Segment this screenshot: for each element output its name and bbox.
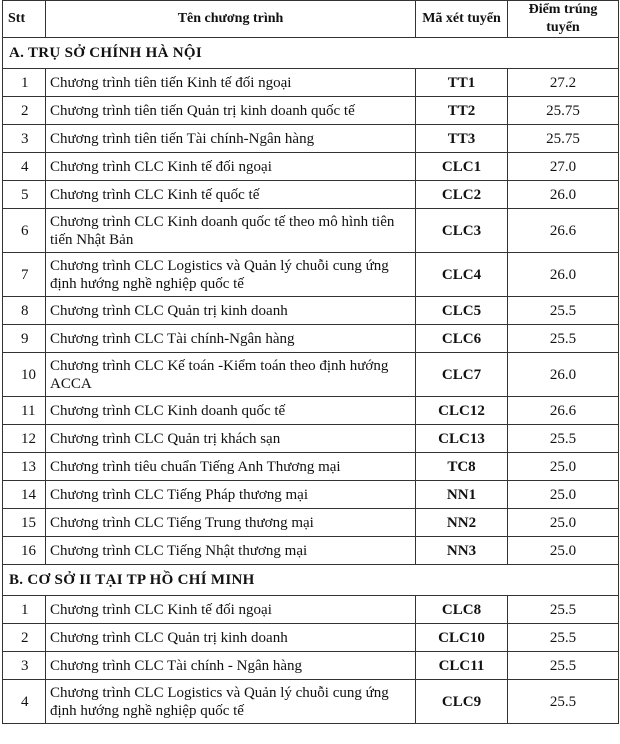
row-program-name: Chương trình CLC Tài chính - Ngân hàng <box>46 652 416 680</box>
row-admission-code: TC8 <box>416 453 508 481</box>
row-admission-code: TT1 <box>416 69 508 97</box>
row-admission-score: 25.75 <box>508 97 619 125</box>
row-admission-score: 25.0 <box>508 481 619 509</box>
table-row <box>3 325 619 353</box>
table-row <box>3 297 619 325</box>
row-program-name: Chương trình CLC Tiếng Pháp thương mại <box>46 481 416 509</box>
header-admission-code: Mã xét tuyển <box>416 1 508 38</box>
row-admission-code: TT2 <box>416 97 508 125</box>
table-row <box>3 624 619 652</box>
table-body <box>3 38 619 724</box>
row-stt: 10 <box>3 353 46 397</box>
row-admission-code: CLC6 <box>416 325 508 353</box>
header-row <box>3 1 619 38</box>
row-stt: 4 <box>3 680 46 724</box>
row-stt: 5 <box>3 181 46 209</box>
row-stt: 9 <box>3 325 46 353</box>
table-row <box>3 509 619 537</box>
row-stt: 3 <box>3 125 46 153</box>
row-program-name: Chương trình CLC Kinh doanh quốc tế <box>46 397 416 425</box>
row-stt: 14 <box>3 481 46 509</box>
table-row <box>3 153 619 181</box>
row-program-name: Chương trình CLC Kinh tế đối ngoại <box>46 596 416 624</box>
row-admission-code: TT3 <box>416 125 508 153</box>
row-stt: 8 <box>3 297 46 325</box>
table-row <box>3 125 619 153</box>
row-program-name: Chương trình CLC Tài chính-Ngân hàng <box>46 325 416 353</box>
table-row <box>3 453 619 481</box>
admission-scores-table <box>2 0 619 724</box>
row-program-name: Chương trình CLC Kinh tế đối ngoại <box>46 153 416 181</box>
row-program-name: Chương trình CLC Kinh doanh quốc tế theo mô hình tiên tiến Nhật Bản <box>46 209 416 253</box>
row-program-name: Chương trình CLC Tiếng Trung thương mại <box>46 509 416 537</box>
table-row <box>3 652 619 680</box>
row-admission-score: 25.5 <box>508 325 619 353</box>
table-row <box>3 181 619 209</box>
row-stt: 12 <box>3 425 46 453</box>
row-stt: 1 <box>3 69 46 97</box>
table-row <box>3 481 619 509</box>
row-admission-score: 25.0 <box>508 537 619 565</box>
table-row <box>3 353 619 397</box>
table-row <box>3 97 619 125</box>
row-admission-code: CLC13 <box>416 425 508 453</box>
section-title: B. CƠ SỞ II TẠI TP HỒ CHÍ MINH <box>3 565 619 596</box>
row-admission-score: 25.75 <box>508 125 619 153</box>
row-admission-score: 25.0 <box>508 509 619 537</box>
row-stt: 2 <box>3 97 46 125</box>
row-admission-code: CLC12 <box>416 397 508 425</box>
row-stt: 16 <box>3 537 46 565</box>
row-admission-code: CLC11 <box>416 652 508 680</box>
row-program-name: Chương trình CLC Kế toán -Kiểm toán theo định hướng ACCA <box>46 353 416 397</box>
table-row <box>3 537 619 565</box>
table-row <box>3 596 619 624</box>
row-admission-score: 27.0 <box>508 153 619 181</box>
row-program-name: Chương trình CLC Kinh tế quốc tế <box>46 181 416 209</box>
section-row <box>3 38 619 69</box>
table-row <box>3 69 619 97</box>
table-row <box>3 253 619 297</box>
table-row <box>3 397 619 425</box>
table-row <box>3 209 619 253</box>
row-program-name: Chương trình CLC Quản trị kinh doanh <box>46 624 416 652</box>
row-stt: 7 <box>3 253 46 297</box>
row-admission-code: CLC1 <box>416 153 508 181</box>
row-admission-score: 25.5 <box>508 680 619 724</box>
row-program-name: Chương trình CLC Logistics và Quản lý chuỗi cung ứng định hướng nghề nghiệp quốc tế <box>46 253 416 297</box>
table-row <box>3 680 619 724</box>
section-row <box>3 565 619 596</box>
row-stt: 4 <box>3 153 46 181</box>
row-admission-score: 25.5 <box>508 652 619 680</box>
row-stt: 3 <box>3 652 46 680</box>
row-stt: 2 <box>3 624 46 652</box>
row-program-name: Chương trình tiên tiến Quản trị kinh doanh quốc tế <box>46 97 416 125</box>
row-admission-score: 26.6 <box>508 209 619 253</box>
row-admission-score: 26.6 <box>508 397 619 425</box>
row-admission-score: 25.5 <box>508 425 619 453</box>
row-stt: 13 <box>3 453 46 481</box>
row-program-name: Chương trình tiên tiến Tài chính-Ngân hàng <box>46 125 416 153</box>
row-program-name: Chương trình CLC Quản trị khách sạn <box>46 425 416 453</box>
row-admission-score: 26.0 <box>508 353 619 397</box>
row-admission-code: NN3 <box>416 537 508 565</box>
row-program-name: Chương trình CLC Quản trị kinh doanh <box>46 297 416 325</box>
row-admission-code: CLC3 <box>416 209 508 253</box>
table-row <box>3 425 619 453</box>
row-admission-score: 26.0 <box>508 253 619 297</box>
row-admission-code: CLC9 <box>416 680 508 724</box>
row-stt: 11 <box>3 397 46 425</box>
row-admission-code: CLC5 <box>416 297 508 325</box>
row-admission-score: 25.5 <box>508 624 619 652</box>
row-admission-code: CLC4 <box>416 253 508 297</box>
section-title: A. TRỤ SỞ CHÍNH HÀ NỘI <box>3 38 619 69</box>
row-admission-code: CLC7 <box>416 353 508 397</box>
row-admission-score: 25.5 <box>508 297 619 325</box>
row-stt: 1 <box>3 596 46 624</box>
row-admission-score: 25.5 <box>508 596 619 624</box>
header-stt: Stt <box>3 1 46 38</box>
row-admission-code: CLC8 <box>416 596 508 624</box>
row-admission-code: NN2 <box>416 509 508 537</box>
row-admission-code: CLC10 <box>416 624 508 652</box>
row-admission-code: CLC2 <box>416 181 508 209</box>
row-stt: 15 <box>3 509 46 537</box>
row-program-name: Chương trình tiêu chuẩn Tiếng Anh Thương mại <box>46 453 416 481</box>
row-program-name: Chương trình tiên tiến Kinh tế đối ngoại <box>46 69 416 97</box>
row-admission-score: 27.2 <box>508 69 619 97</box>
row-admission-code: NN1 <box>416 481 508 509</box>
admission-table-container <box>2 0 619 724</box>
row-admission-score: 25.0 <box>508 453 619 481</box>
row-stt: 6 <box>3 209 46 253</box>
row-program-name: Chương trình CLC Tiếng Nhật thương mại <box>46 537 416 565</box>
row-admission-score: 26.0 <box>508 181 619 209</box>
header-admission-score: Điểm trúng tuyển <box>508 1 619 38</box>
header-program-name: Tên chương trình <box>46 1 416 38</box>
row-program-name: Chương trình CLC Logistics và Quản lý chuỗi cung ứng định hướng nghề nghiệp quốc tế <box>46 680 416 724</box>
